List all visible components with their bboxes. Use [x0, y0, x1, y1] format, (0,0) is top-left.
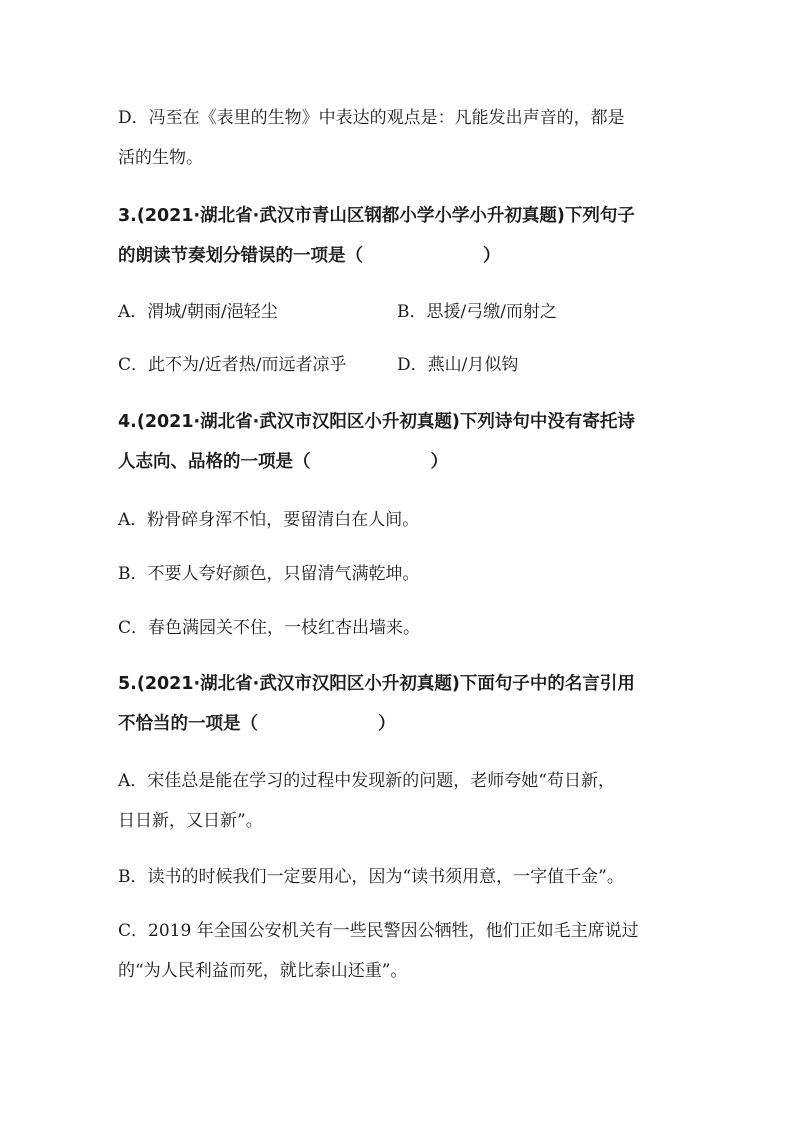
- question-4-stem-text: 人志向、品格的一项是（: [118, 452, 311, 472]
- question-5-close-paren: ）: [378, 714, 396, 734]
- question-4-option-c: C．春色满园关不住，一枝红杏出墙来。: [118, 618, 421, 638]
- question-4-stem-line2: [118, 450, 448, 474]
- question-3-stem-line2: [118, 244, 501, 268]
- question-3-stem-line1: 3.(2021·湖北省·武汉市青山区钢都小学小学小升初真题)下列句子: [118, 206, 635, 226]
- question-5-option-a-line2: 日日新，又日新”。: [118, 811, 263, 831]
- option-d-line1: D．冯至在《表里的生物》中表达的观点是：凡能发出声音的，都是: [118, 108, 625, 128]
- question-4-close-paren: ）: [430, 452, 448, 472]
- question-3-option-b: B．思援/弓缴/而射之: [397, 302, 557, 322]
- question-5-option-c-line1: C．2019 年全国公安机关有一些民警因公牺牲，他们正如毛主席说过: [118, 921, 639, 941]
- question-3-stem-text: 的朗读节奏划分错误的一项是（: [118, 246, 363, 266]
- question-5-stem-text: 不恰当的一项是（: [118, 714, 258, 734]
- question-4-stem-line1: 4.(2021·湖北省·武汉市汉阳区小升初真题)下列诗句中没有寄托诗: [118, 412, 635, 432]
- question-3-option-c: C．此不为/近者热/而远者凉乎: [118, 355, 347, 375]
- question-5-option-a-line1: A．宋佳总是能在学习的过程中发现新的问题，老师夸她“苟日新，: [118, 771, 615, 791]
- question-5-stem-line1: 5.(2021·湖北省·武汉市汉阳区小升初真题)下面句子中的名言引用: [118, 674, 635, 694]
- option-d-line2: 活的生物。: [118, 148, 203, 168]
- question-4-option-b: B．不要人夸好颜色，只留清气满乾坤。: [118, 564, 420, 584]
- question-5-option-b: B．读书的时候我们一定要用心，因为“读书须用意，一字值千金”。: [118, 867, 624, 887]
- question-3-option-d: D．燕山/月似钩: [397, 355, 519, 375]
- question-5-option-c-line2: 的“为人民利益而死，就比泰山还重”。: [118, 961, 408, 981]
- question-4-option-a: A．粉骨碎身浑不怕，要留清白在人间。: [118, 510, 420, 530]
- question-3-option-a: A．渭城/朝雨/浥轻尘: [118, 302, 278, 322]
- question-3-close-paren: ）: [483, 246, 501, 266]
- question-5-stem-line2: [118, 712, 396, 736]
